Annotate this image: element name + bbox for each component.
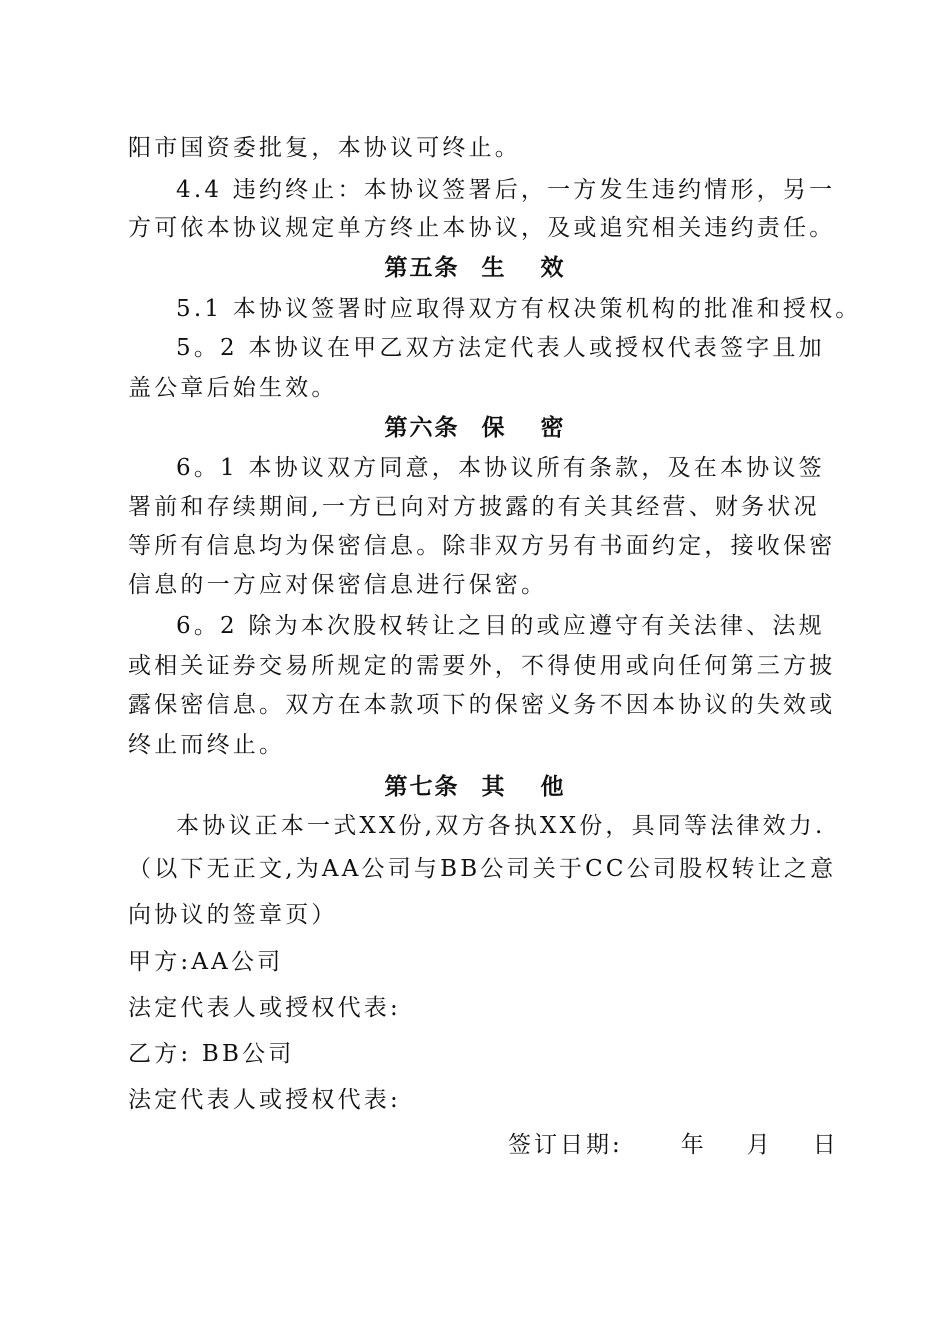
heading-word: 其 xyxy=(481,773,507,800)
clause-6-1-line: 等所有信息均为保密信息。除非双方另有书面约定，接收保密 xyxy=(128,533,836,559)
party-b-name: 乙方: BB公司 xyxy=(128,1041,295,1067)
heading-word: 效 xyxy=(540,254,566,281)
signing-date xyxy=(508,1130,839,1160)
signature-note-line: 向协议的签章页） xyxy=(128,902,338,928)
clause-6-1-line: 6。1 本协议双方同意，本协议所有条款，及在本协议签 xyxy=(176,455,825,481)
paragraph-line: 阳市国资委批复，本协议可终止。 xyxy=(128,135,521,161)
clause-6-2-line: 或相关证券交易所规定的需要外，不得使用或向任何第三方披 xyxy=(128,653,836,679)
party-b-representative: 法定代表人或授权代表: xyxy=(128,1087,401,1113)
clause-4-4-line: 方可依本协议规定单方终止本协议，及或追究相关违约责任。 xyxy=(128,215,836,241)
clause-5-1: 5.1 本协议签署时应取得双方有权决策机构的批准和授权。 xyxy=(176,296,862,322)
party-a-name: 甲方:AA公司 xyxy=(128,949,284,975)
heading-word: 他 xyxy=(540,773,566,800)
clause-5-2-line: 盖公章后始生效。 xyxy=(128,375,338,401)
article-5-heading xyxy=(128,253,822,283)
clause-6-1-line: 署前和存续期间,一方已向对方披露的有关其经营、财务状况 xyxy=(128,494,820,520)
heading-number: 第七条 xyxy=(384,773,460,800)
article-6-heading xyxy=(128,413,822,443)
heading-word: 生 xyxy=(481,254,507,281)
clause-6-2-line: 6。2 除为本次股权转让之目的或应遵守有关法律、法规 xyxy=(176,613,825,639)
clause-6-2-line: 露保密信息。双方在本款项下的保密义务不因本协议的失效或 xyxy=(128,692,836,718)
clause-4-4-line: 4.4 违约终止：本协议签署后，一方发生违约情形，另一 xyxy=(176,177,836,203)
copies-clause: 本协议正本一式XX份,双方各执XX份，具同等法律效力. xyxy=(176,813,826,839)
signature-note-line: （以下无正文,为AA公司与BB公司关于CC公司股权转让之意 xyxy=(128,856,837,882)
article-7-heading xyxy=(128,772,822,802)
clause-6-2-line: 终止而终止。 xyxy=(128,732,286,758)
date-label: 签订日期: xyxy=(508,1132,623,1158)
heading-number: 第六条 xyxy=(384,414,460,441)
heading-word: 密 xyxy=(540,414,566,441)
heading-number: 第五条 xyxy=(384,254,460,281)
party-a-representative: 法定代表人或授权代表: xyxy=(128,995,401,1021)
date-day: 日 xyxy=(812,1132,839,1158)
date-month: 月 xyxy=(746,1132,773,1158)
heading-word: 保 xyxy=(481,414,507,441)
clause-6-1-line: 信息的一方应对保密信息进行保密。 xyxy=(128,572,548,598)
date-year: 年 xyxy=(680,1132,707,1158)
clause-5-2-line: 5。2 本协议在甲乙双方法定代表人或授权代表签字且加 xyxy=(176,335,825,361)
